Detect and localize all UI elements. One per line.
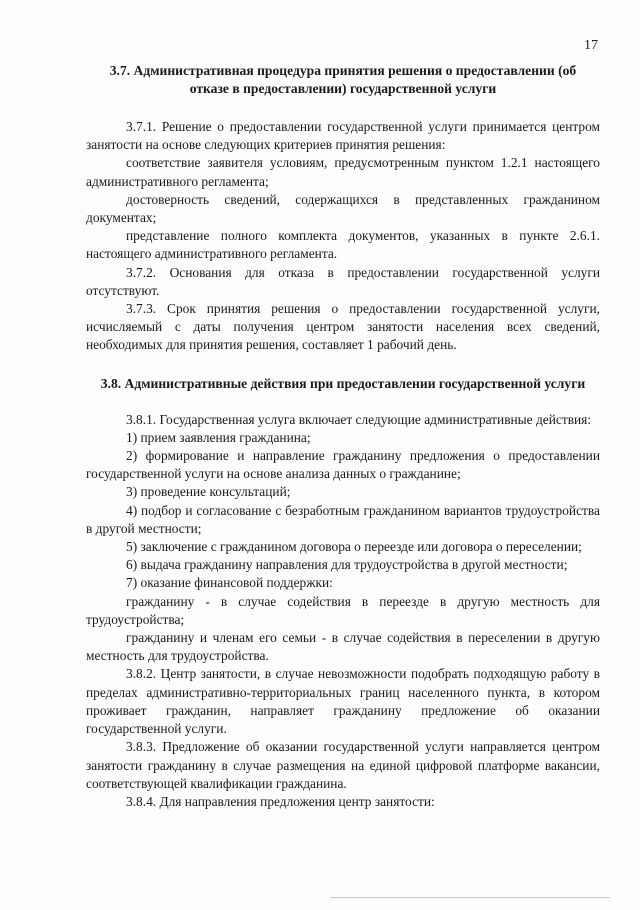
paragraph: 3.8.1. Государственная услуга включает следующие административные действия: — [126, 411, 592, 427]
document-content — [86, 62, 600, 811]
list-item: 4) подбор и согласование с безработным гражданином вариантов трудоустройства в другой местности; — [86, 502, 600, 536]
paragraph: представление полного комплекта документов, указанных в пункте 2.6.1. настоящего административного регламента. — [86, 228, 600, 262]
section-3-8-title: 3.8. Административные действия при предоставлении государственной услуги — [100, 375, 586, 391]
paragraph: 3.8.4. Для направления предложения центр занятости: — [126, 793, 435, 809]
section-3-7-body — [86, 118, 600, 355]
scan-edge-line — [330, 897, 610, 898]
paragraph: гражданину и членам его семьи - в случае содействия в переселении в другую местность для трудоустройства. — [86, 630, 600, 664]
paragraph: достоверность сведений, содержащихся в представленных гражданином документах; — [86, 191, 600, 226]
list-item: 5) заключение с гражданином договора о переезде или договора о переселении; — [126, 539, 582, 555]
list-item: 1) прием заявления гражданина; — [126, 429, 311, 445]
section-3-7-title: 3.7. Административная процедура принятия решения о предоставлении (об отказе в предоставлении) государственной услуги — [109, 63, 577, 96]
paragraph: 3.7.3. Срок принятия решения о предоставлении государственной услуги, исчисляемый с даты получения центром занятости населения всех сведений, необходимых для принятия решения, составляет 1 рабочий день. — [86, 301, 600, 353]
paragraph: 3.8.3. Предложение об оказании государственной услуги направляется центром занятости гражданину в случае размещения на единой цифровой платформе вакансии, соответствующей квалификации гражданина. — [86, 739, 600, 791]
list-item: 6) выдача гражданину направления для трудоустройства в другой местности; — [126, 557, 568, 573]
paragraph: гражданину - в случае содействия в переезде в другую местность для трудоустройства; — [86, 593, 600, 627]
paragraph: 3.7.1. Решение о предоставлении государственной услуги принимается центром занятости на основе следующих критериев принятия решения: — [86, 119, 600, 153]
paragraph: 3.7.2. Основания для отказа в предоставлении государственной услуги отсутствуют. — [86, 264, 600, 298]
paragraph: соответствие заявителя условиям, предусмотренным пунктом 1.2.1 настоящего административного регламента; — [86, 155, 600, 189]
list-item: 3) проведение консультаций; — [126, 484, 291, 500]
list-item: 2) формирование и направление гражданину предложения о предоставлении государственной услуги на основе анализа данных о гражданине; — [86, 448, 600, 482]
list-item: 7) оказание финансовой поддержки: — [126, 575, 333, 591]
section-3-8-body — [86, 411, 600, 811]
paragraph: 3.8.2. Центр занятости, в случае невозможности подобрать подходящую работу в пределах административно-территориальных границ населенного пункта, в котором проживает гражданин, направляет гражданину предложение об оказании государственной услуги. — [86, 666, 600, 737]
page-number: 17 — [584, 38, 598, 53]
